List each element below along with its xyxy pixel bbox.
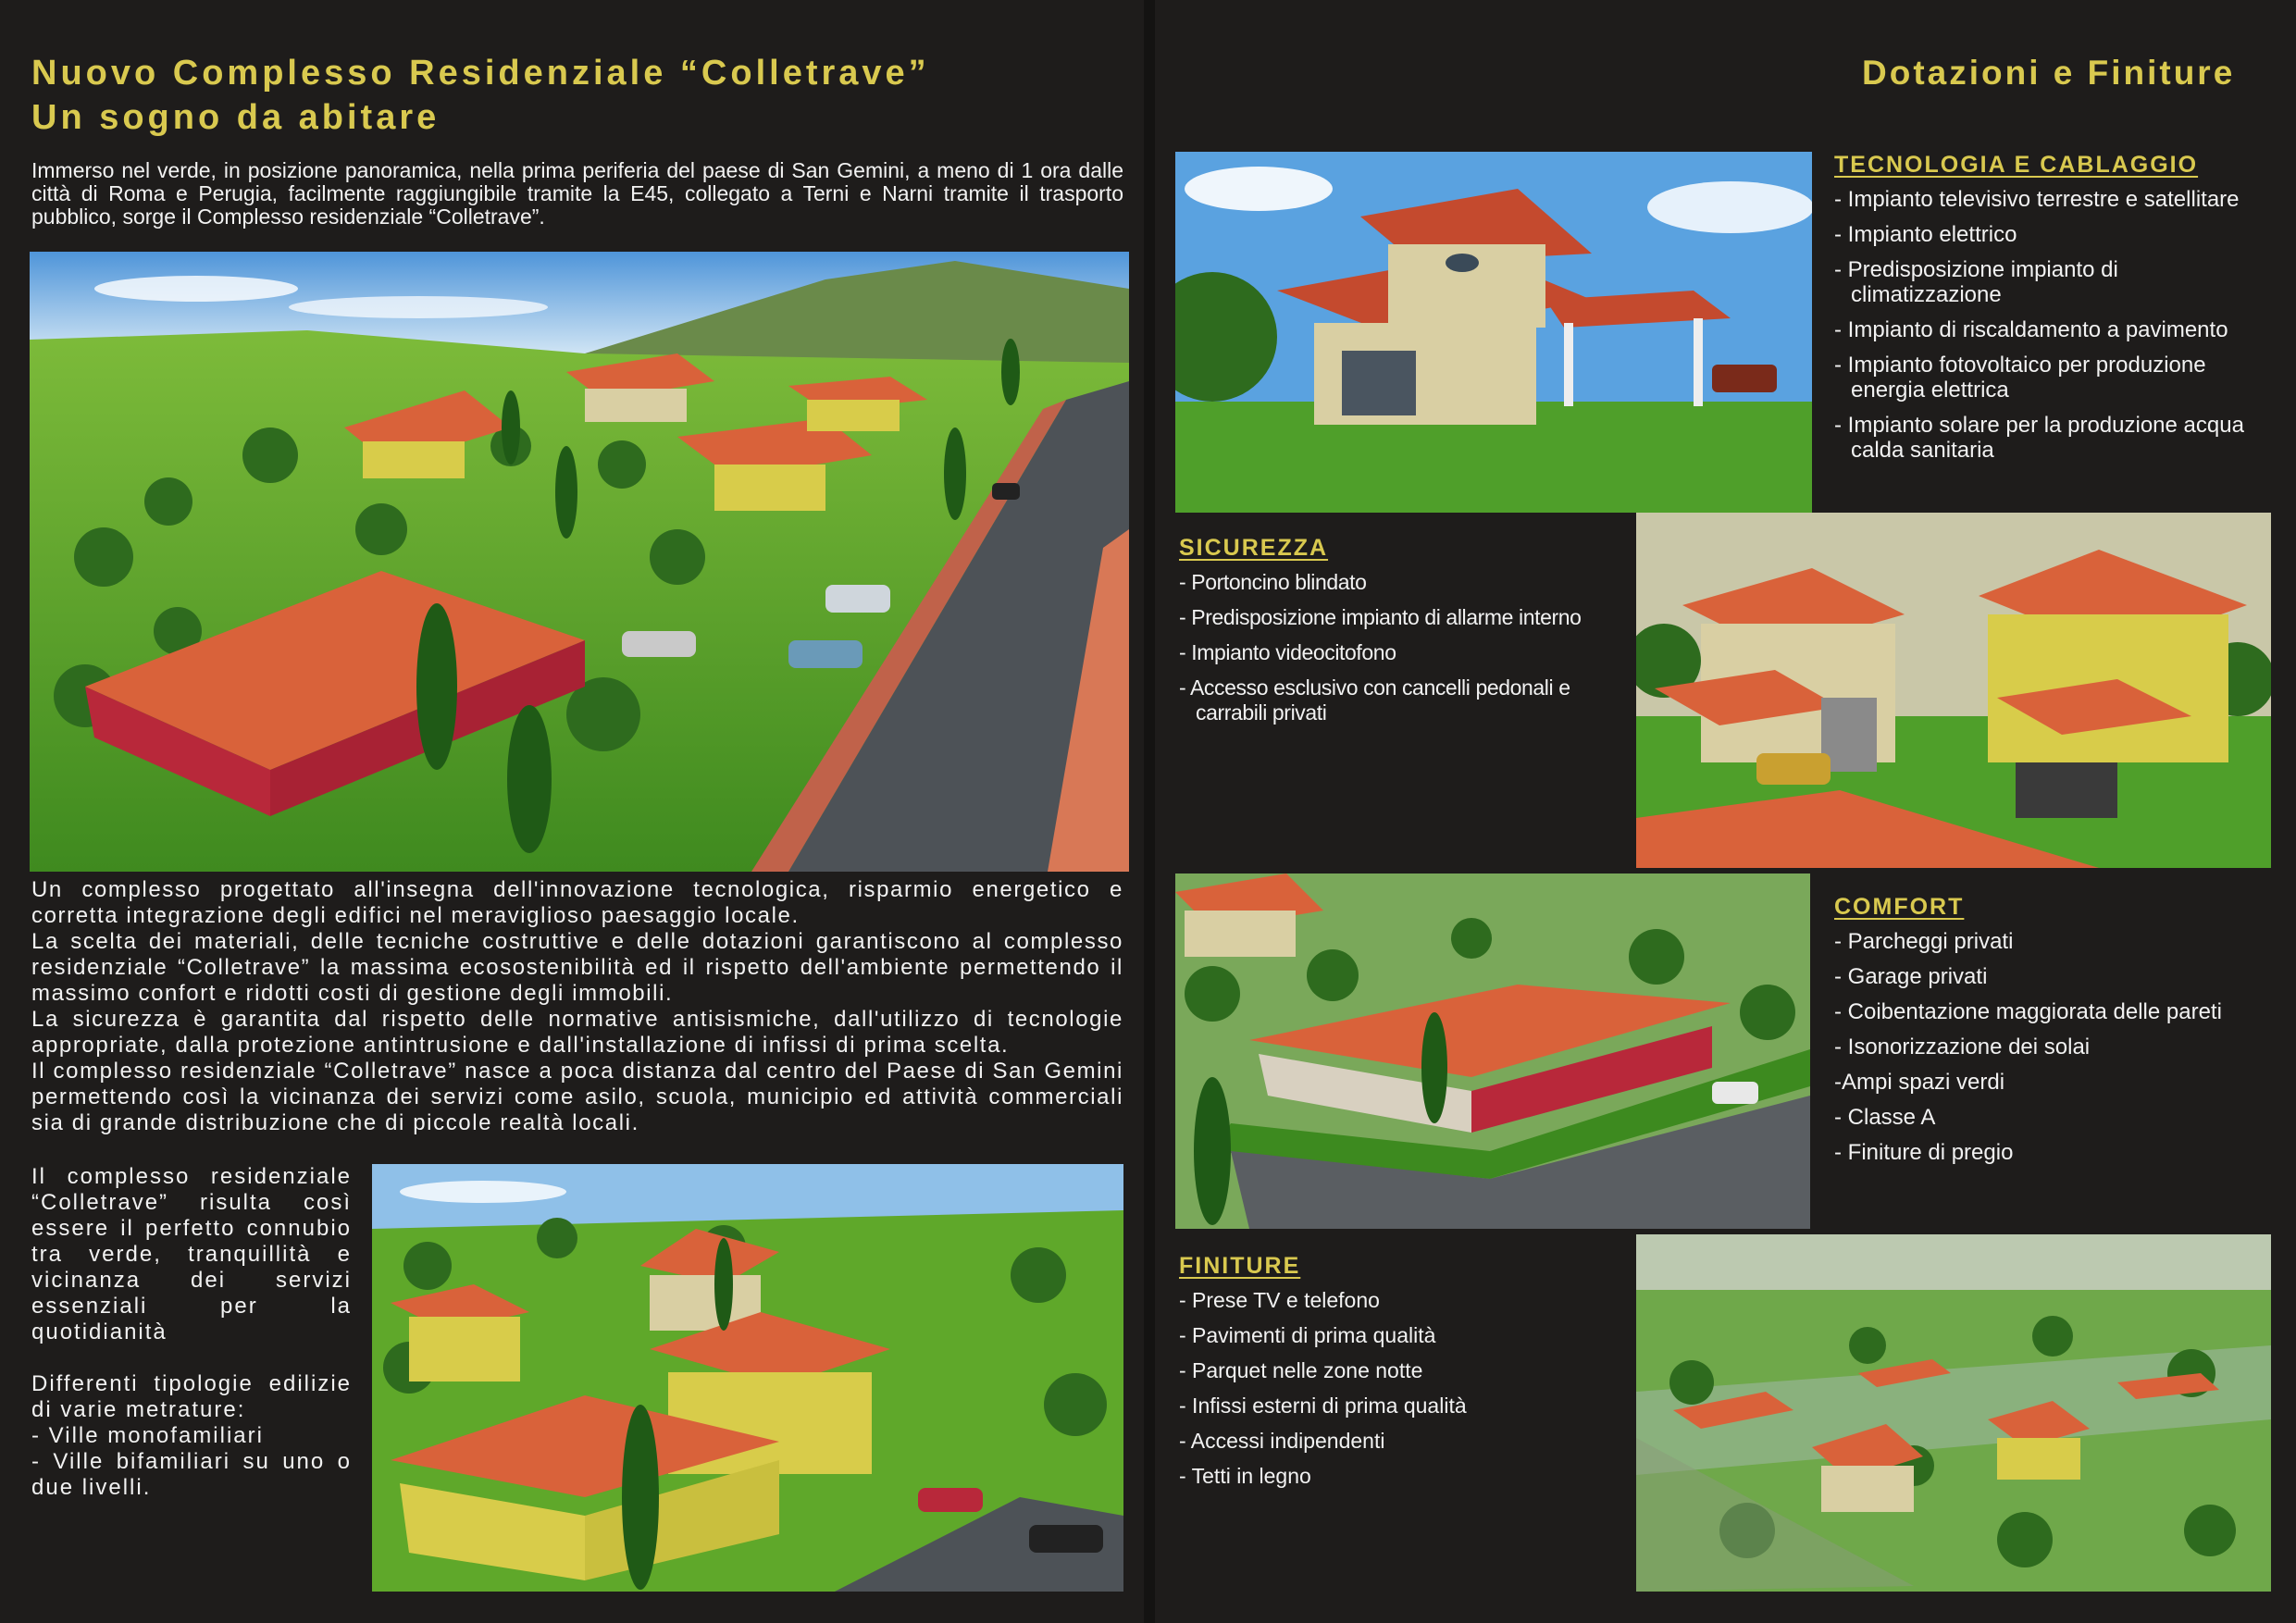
intro-paragraph: Immerso nel verde, in posizione panoramica, nella prima periferia del paese di San Gemini, a meno di 1 ora dalle città di Roma e Perugia, facilmente raggiungibile tramite la E45, collegato a Terni e Narni tramite il trasporto pubblico, sorge il Complesso residenziale “Colletrave”. [31, 158, 1123, 229]
technology-list [1834, 187, 2269, 473]
side-list-item: - Ville monofamiliari [31, 1423, 264, 1448]
villas-render-photo [372, 1164, 1123, 1592]
description-paragraph: Il complesso residenziale “Colletrave” nasce a poca distanza dal centro del Paese di San Gemini permettendo così la vicinanza dei servizi come asilo, scuola, municipio ed attività commerciali sia di grande distribuzione che di piccole realtà locali. [31, 1059, 1123, 1135]
list-item: - Pavimenti di prima qualità [1179, 1323, 1436, 1347]
list-item: - Accessi indipendenti [1179, 1429, 1385, 1453]
side-text [31, 1164, 352, 1501]
section-title-finishes: FINITURE [1179, 1253, 1301, 1279]
list-item: - Parquet nelle zone notte [1179, 1358, 1423, 1382]
side-list-item: - Ville bifamiliari su uno o due livelli. [31, 1449, 352, 1500]
list-item: - Garage privati [1834, 964, 1988, 989]
section-title-technology: TECNOLOGIA E CABLAGGIO [1834, 152, 2199, 178]
comfort-list [1834, 929, 2269, 1175]
list-item: - Impianto solare per la produzione acqua calda sanitaria [1834, 413, 2244, 463]
list-item: - Infissi esterni di prima qualità [1179, 1394, 1467, 1418]
page-spine [1144, 0, 1155, 1623]
list-item: - Impianto fotovoltaico per produzione energia elettrica [1834, 353, 2206, 403]
twin-villas-render-photo [1636, 513, 2271, 868]
side-paragraph: Differenti tipologie edilizie di varie metrature: [31, 1371, 352, 1422]
aerial-render-complex-photo [30, 252, 1129, 872]
page-title: Nuovo Complesso Residenziale “Colletrave” [31, 54, 930, 93]
spacer [31, 1345, 352, 1371]
single-storey-villa-render-photo [1175, 873, 1810, 1229]
page-subtitle: Un sogno da abitare [31, 98, 441, 137]
list-item: - Tetti in legno [1179, 1464, 1311, 1488]
finishes-list [1179, 1288, 1627, 1499]
list-item: - Portoncino blindato [1179, 570, 1367, 594]
list-item: - Predisposizione impianto di allarme interno [1179, 605, 1582, 629]
list-item: - Coibentazione maggiorata delle pareti [1834, 999, 2222, 1024]
list-item: - Impianto televisivo terrestre e satellitare [1834, 187, 2240, 212]
list-item: -Ampi spazi verdi [1834, 1070, 2005, 1095]
list-item: - Impianto videocitofono [1179, 640, 1396, 664]
description-paragraph: Un complesso progettato all'insegna dell'innovazione tecnologica, risparmio energetico e corretta integrazione degli edifici nel meraviglioso paesaggio locale. [31, 877, 1123, 928]
description-text [31, 877, 1123, 1136]
list-item: - Accesso esclusivo con cancelli pedonali e carrabili privati [1179, 675, 1570, 725]
features-title: Dotazioni e Finiture [1862, 54, 2236, 92]
left-page [0, 0, 1144, 1623]
side-paragraph: Il complesso residenziale “Colletrave” risulta così essere il perfetto connubio tra verde, tranquillità e vicinanza dei servizi essenziali per la quotidianità [31, 1164, 352, 1344]
description-paragraph: La scelta dei materiali, delle tecniche costruttive e delle dotazioni garantiscono al complesso residenziale “Colletrave” la massima ecosostenibilità ed il rispetto dell'ambiente permettendo il massimo confort e ridotti costi di gestione degli immobili. [31, 929, 1123, 1006]
section-title-security: SICUREZZA [1179, 535, 1329, 561]
list-item: - Impianto elettrico [1834, 222, 2017, 247]
list-item: - Impianto di riscaldamento a pavimento [1834, 317, 2228, 342]
list-item: - Parcheggi privati [1834, 929, 2014, 954]
section-title-comfort: COMFORT [1834, 894, 1965, 920]
description-paragraph: La sicurezza è garantita dal rispetto delle normative antisismiche, dall'utilizzo di tecnologie appropriate, dalla protezione antintrusione e dall'installazione di infissi di prima scelta. [31, 1007, 1123, 1058]
list-item: - Classe A [1834, 1105, 1936, 1130]
list-item: - Finiture di pregio [1834, 1140, 2014, 1165]
list-item: - Isonorizzazione dei solai [1834, 1035, 2091, 1059]
list-item: - Prese TV e telefono [1179, 1288, 1380, 1312]
villa-render-photo [1175, 152, 1812, 513]
complex-overview-render-photo [1636, 1234, 2271, 1592]
list-item: - Predisposizione impianto di climatizzazione [1834, 257, 2118, 307]
security-list [1179, 570, 1627, 736]
